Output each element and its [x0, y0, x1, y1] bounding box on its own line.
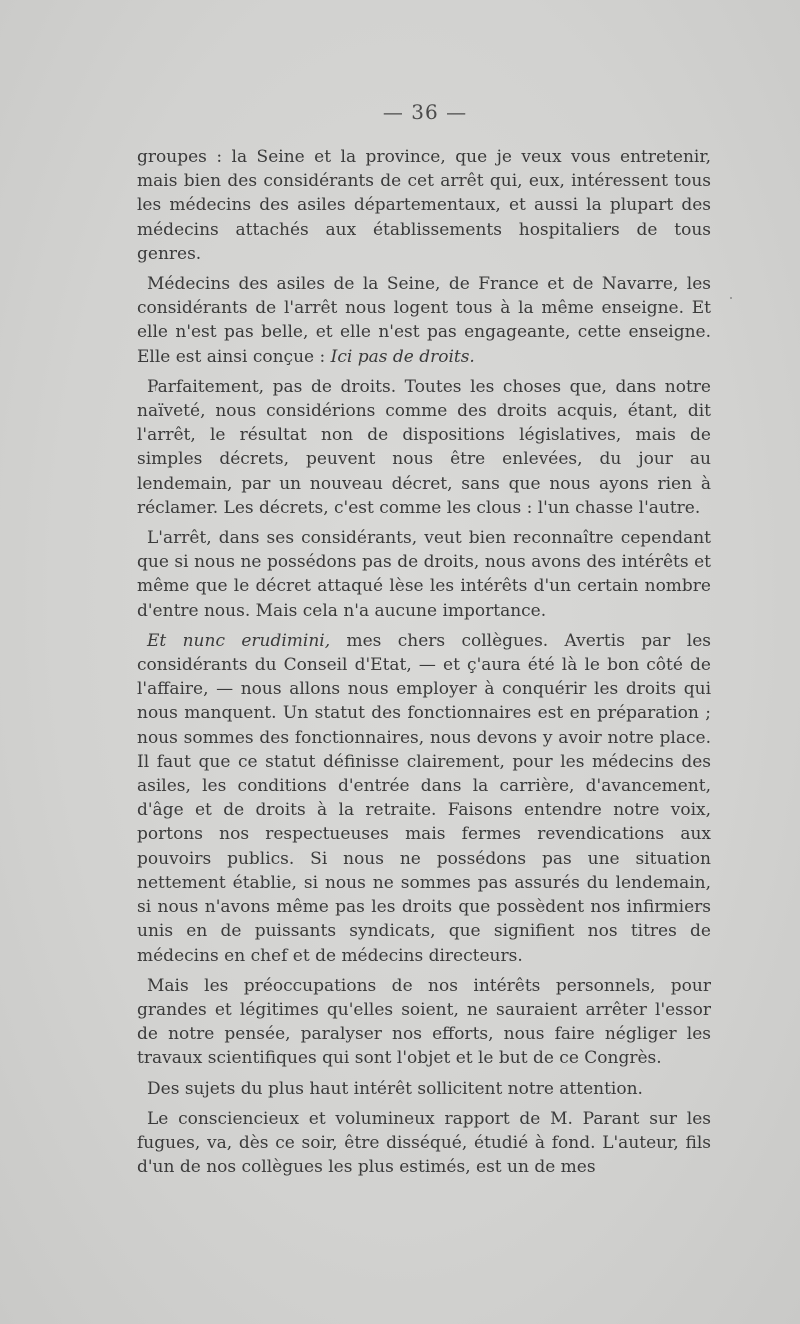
page-number: — 36 —: [382, 100, 468, 124]
paragraph-3: Parfaitement, pas de droits. Toutes les choses que, dans notre naïveté, nous considérions comme des droits acquis, étant, dit l'arrêt, le résultat non de dispositions législatives, mais de simples décrets, peuvent nous être enlevées, du jour au lendemain, par un nouveau décret, sans que nous ayons rien à réclamer. Les décrets, c'est comme les clous : l'un chasse l'autre.: [137, 376, 711, 518]
paragraph-4: L'arrêt, dans ses considérants, veut bien reconnaître cependant que si nous ne possédons pas de droits, nous avons des intérêts et même que le décret attaqué lèse les intérêts d'un certain nombre d'entre nous. Mais cela n'a aucune importance.: [137, 528, 711, 621]
paper-speck: [730, 297, 732, 299]
paragraph-2-text: Médecins des asiles de la Seine, de France et de Navarre, les considérants de l'arrêt nous logent tous à la même enseigne. Et elle n'est pas belle, et elle n'est pas engageante, cette enseigne. Elle est ainsi conçue :: [137, 274, 711, 367]
body-text: [137, 145, 711, 1185]
paragraph-5-text: mes chers collègues. Avertis par les considérants du Conseil d'Etat, — et ç'aura été là le bon côté de l'affaire, — nous allons nous employer à conquérir les droits qui nous manquent. Un statut des fonctionnaires est en préparation ; nous sommes des fonctionnaires, nous devons y avoir notre place. Il faut que ce statut définisse clairement, pour les médecins des asiles, les conditions d'entrée dans la carrière, d'avancement, d'âge et de droits à la retraite. Faisons entendre notre voix, portons nos respectueuses mais fermes revendications aux pouvoirs publics. Si nous ne possédons pas une situation nettement établie, si nous ne sommes pas assurés du lendemain, si nous n'avons même pas les droits que possèdent nos infirmiers unis en de puissants syndicats, que signifient nos titres de médecins en chef et de médecins directeurs.: [137, 630, 711, 966]
paragraph-2: [137, 272, 711, 369]
paragraph-2-italic: Ici pas de droits.: [330, 346, 475, 367]
paragraph-1: groupes : la Seine et la province, que je veux vous entretenir, mais bien des considérants de cet arrêt qui, eux, intéressent tous les médecins des asiles départementaux, et aussi la plupart des médecins attachés aux établissements hospitaliers de tous genres.: [137, 147, 711, 264]
paragraph-6: Mais les préoccupations de nos intérêts personnels, pour grandes et légitimes qu'elles soient, ne sauraient arrêter l'essor de notre pensée, paralyser nos efforts, nous faire négliger les travaux scientifiques qui sont l'objet et le but de ce Congrès.: [137, 975, 711, 1069]
paragraph-7: Des sujets du plus haut intérêt sollicitent notre attention.: [147, 1078, 643, 1099]
paragraph-8: Le consciencieux et volumineux rapport de M. Parant sur les fugues, va, dès ce soir, être disséqué, étudié à fond. L'auteur, fils d'un de nos collègues les plus estimés, est un de mes: [137, 1108, 711, 1178]
paragraph-5-italic: Et nunc erudimini,: [147, 630, 331, 651]
paragraph-5: [137, 629, 711, 968]
